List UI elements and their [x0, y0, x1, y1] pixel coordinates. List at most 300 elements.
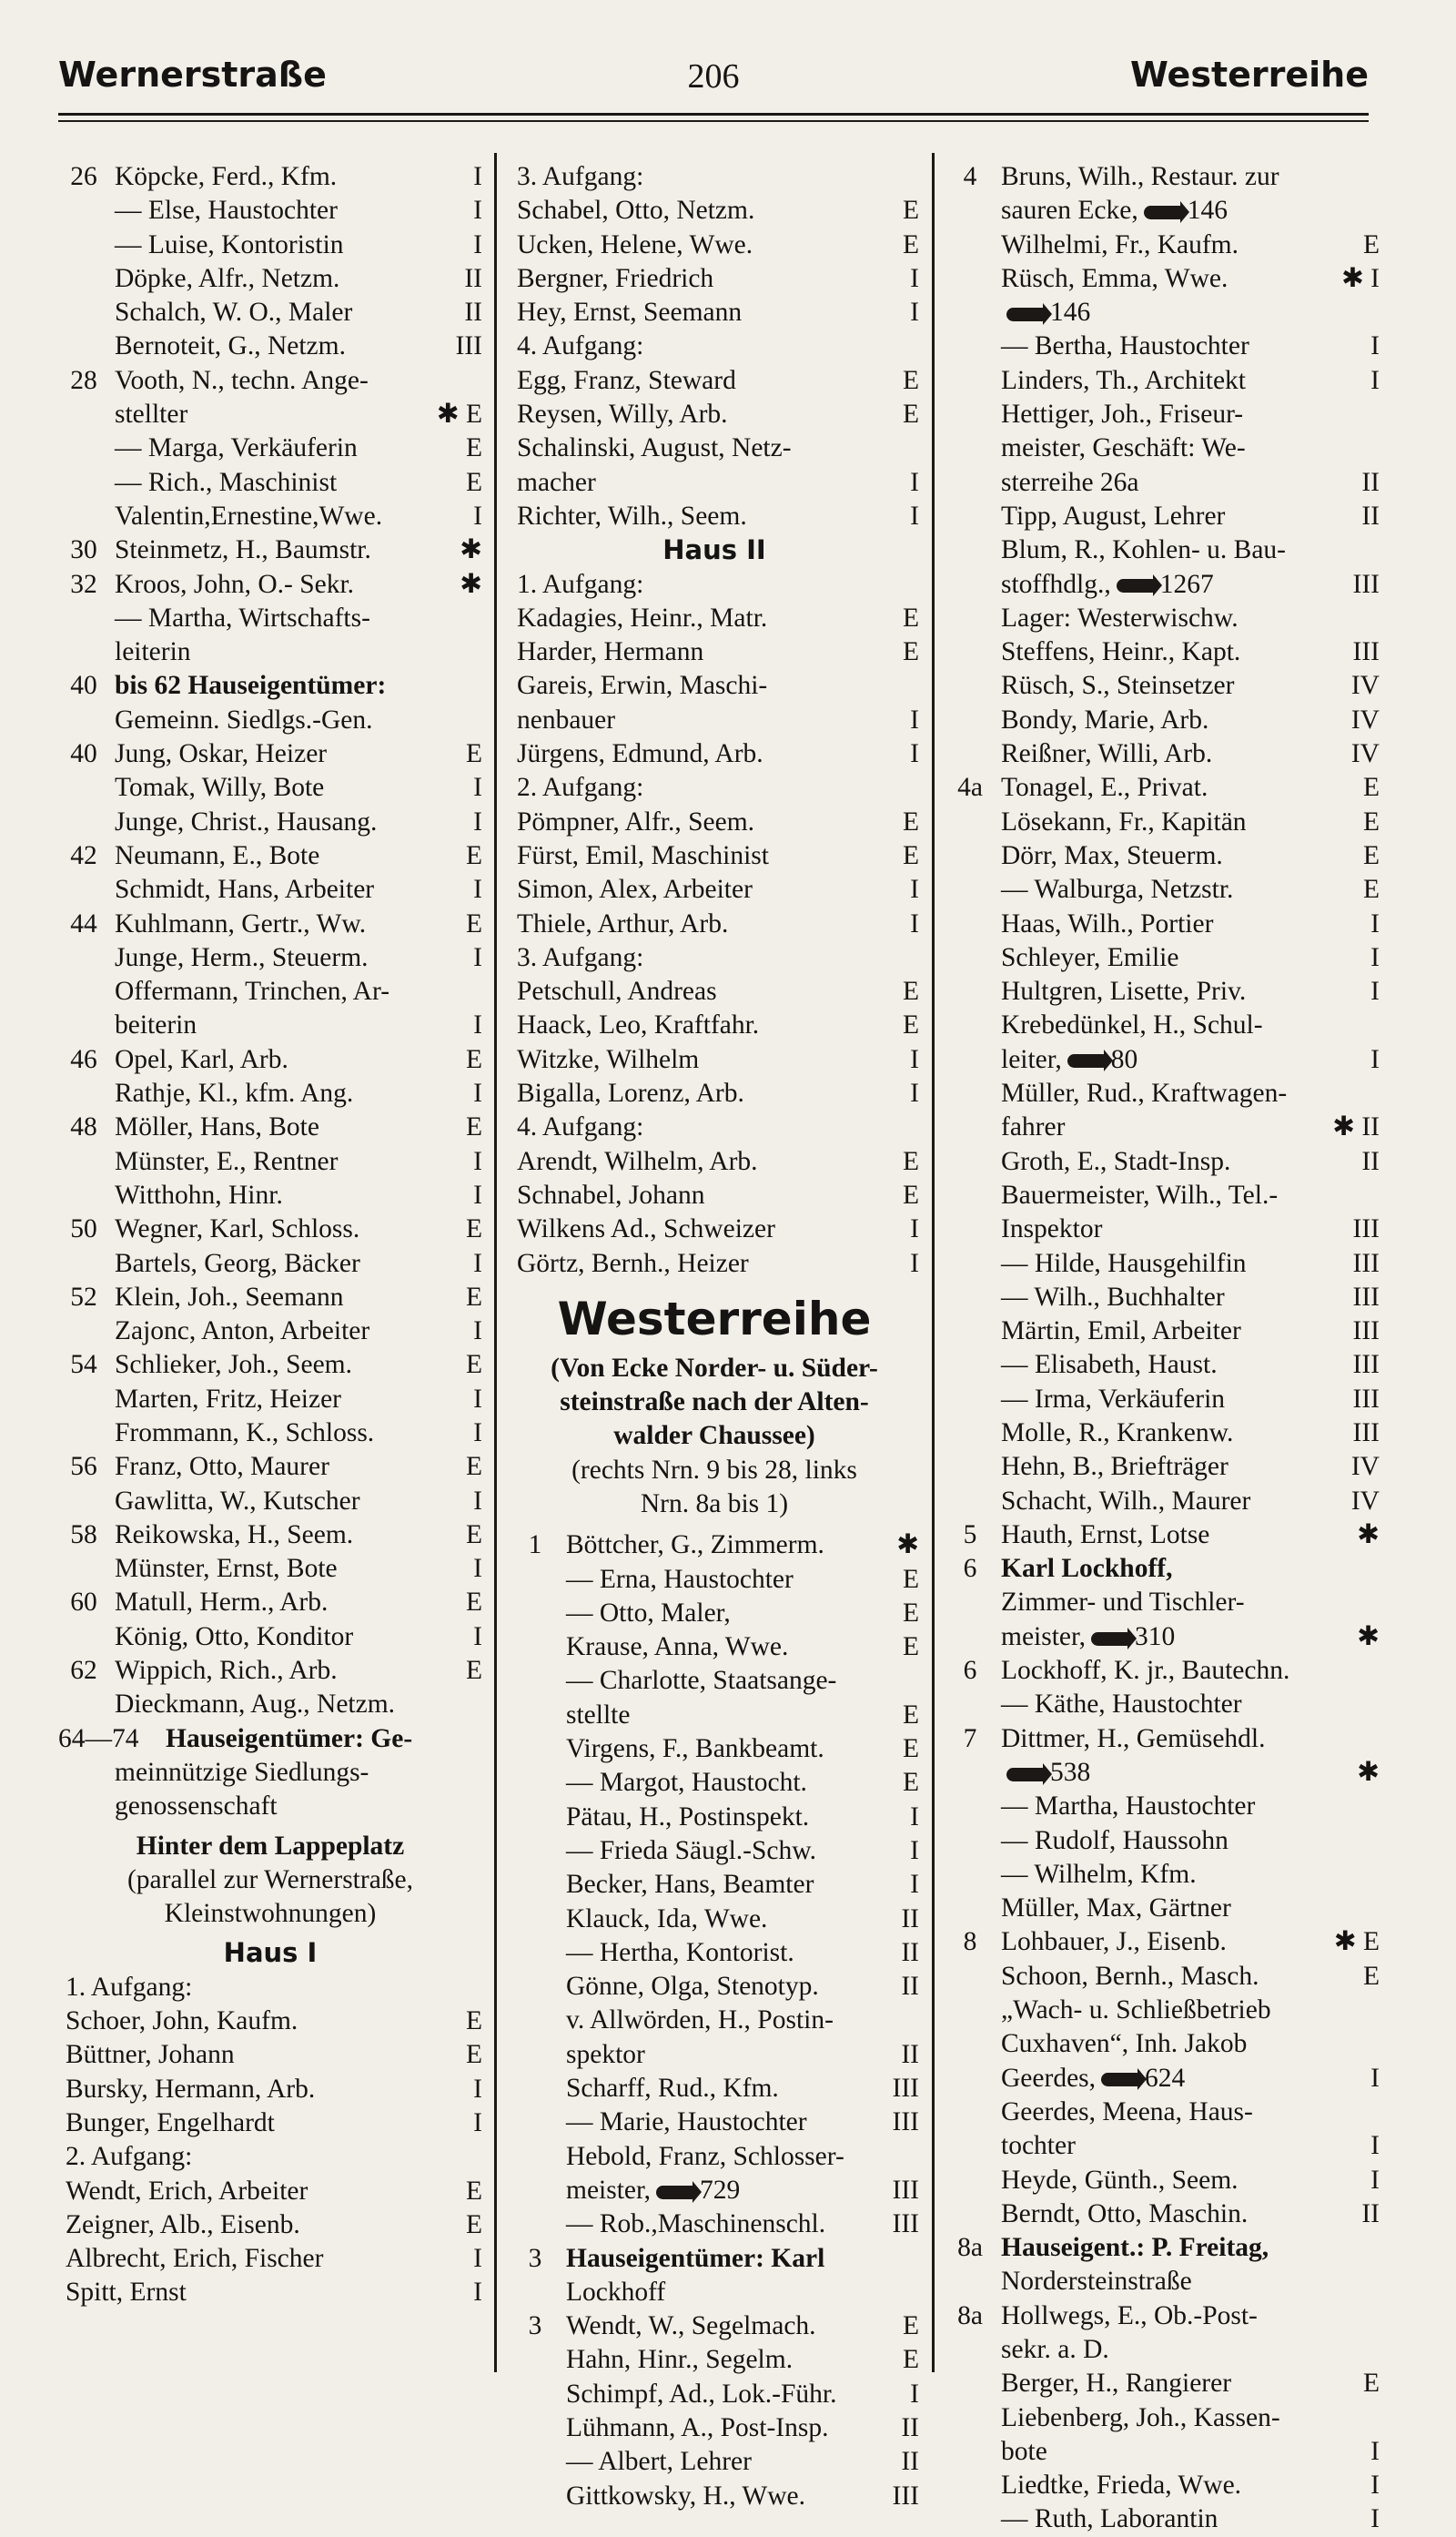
entry-name: Kroos, John, O.- Sekr. [115, 569, 355, 599]
entry-text [1001, 2299, 1380, 2333]
aufgang-heading: 3. Aufgang: [517, 162, 644, 191]
entry-name: Wendt, W., Segelmach. [566, 2311, 816, 2341]
directory-entry [945, 2096, 1380, 2129]
floor-marker: III [892, 2481, 919, 2511]
directory-entry [58, 1077, 482, 1111]
house-number: 50 [70, 1214, 97, 1244]
entry-name: Offermann, Trinchen, Ar- [115, 977, 390, 1007]
directory-entry [58, 602, 482, 635]
entry-text [115, 1009, 482, 1042]
header-left-street: Wernerstraße [58, 55, 327, 95]
header-right-street: Westerreihe [1130, 55, 1369, 95]
entry-name: Dieckmann, Aug., Netzm. [115, 1690, 396, 1720]
entry-name: Egg, Franz, Steward [517, 365, 736, 395]
entry-name: — Frieda Säugl.-Schw. [566, 1835, 817, 1865]
floor-marker: II [901, 1903, 919, 1933]
haus-1-heading: Haus I [223, 1937, 318, 1969]
entry-text [1001, 704, 1380, 737]
column-2 [510, 160, 919, 2511]
directory-entry [945, 2367, 1380, 2400]
entry-text [1001, 2469, 1380, 2502]
floor-marker: I [910, 467, 919, 497]
house-number: 40 [70, 739, 97, 769]
entry-text [1001, 194, 1380, 228]
floor-marker: E [902, 1632, 919, 1662]
entry-name: Junge, Christ., Hausang. [115, 807, 378, 837]
directory-entry [58, 500, 482, 533]
entry-name: Schleyer, Emilie [1001, 942, 1179, 972]
entry-text [115, 194, 482, 228]
directory-entry [58, 431, 482, 465]
entry-text [1001, 2129, 1380, 2163]
entry-name: Bernoteit, G., Netzm. [115, 331, 346, 361]
directory-entry [510, 2106, 919, 2139]
house-number: 58 [70, 1519, 97, 1549]
directory-entry [58, 1722, 482, 1756]
entry-name: — Otto, Maler, [566, 1598, 731, 1628]
directory-entry [510, 975, 919, 1009]
directory-entry [945, 364, 1380, 398]
entry-text [115, 1145, 482, 1179]
house-number: 52 [70, 1282, 97, 1312]
directory-entry [945, 1043, 1380, 1077]
entry-text [1001, 1416, 1380, 1450]
floor-marker: I [1370, 2436, 1380, 2466]
entry-name: Tipp, August, Lehrer [1001, 501, 1226, 531]
entry-text [517, 806, 919, 839]
directory-entry [510, 194, 919, 228]
floor-marker: I [910, 739, 919, 769]
entry-text [115, 262, 482, 296]
entry-name: — Erna, Haustochter [566, 1564, 794, 1594]
directory-entry [510, 500, 919, 533]
directory-entry [510, 806, 919, 839]
house-number: 5 [963, 1519, 977, 1549]
entry-text [1001, 1824, 1380, 1858]
entry-text [1001, 533, 1380, 567]
floor-marker: E [465, 1112, 482, 1142]
floor-marker: I [473, 196, 482, 226]
directory-entry [510, 704, 919, 737]
telephone-icon [1091, 1632, 1129, 1646]
house-number: 46 [70, 1044, 97, 1074]
entry-name: Schalinski, August, Netz- [517, 433, 792, 463]
entry-name: Tomak, Willy, Bote [115, 773, 325, 803]
floor-marker: E [465, 1350, 482, 1380]
aufgang-list [510, 364, 919, 533]
floor-marker: II [464, 263, 482, 293]
directory-entry [945, 2164, 1380, 2197]
floor-marker: ✱ II [1332, 1112, 1380, 1142]
header-rule-bottom [58, 120, 1369, 122]
telephone-number: 310 [1135, 1621, 1176, 1651]
entry-text [1001, 1009, 1380, 1042]
entry-name: Schimpf, Ad., Lok.-Führ. [566, 2379, 837, 2409]
floor-marker: I [473, 1010, 482, 1040]
entry-text [115, 1213, 482, 1246]
floor-marker: E [1362, 875, 1380, 905]
directory-entry [510, 1630, 919, 1664]
house-number: 8a [957, 2233, 983, 2263]
directory-entry [58, 737, 482, 771]
entry-name: stellter [115, 400, 188, 430]
telephone-icon [656, 2186, 694, 2199]
entry-name: Simon, Alex, Arbeiter [517, 875, 753, 905]
floor-marker: I [910, 2379, 919, 2409]
directory-entry [58, 194, 482, 228]
directory-entry [945, 1383, 1380, 1416]
entry-text [1001, 2197, 1380, 2231]
entry-name: leiter, [1001, 1044, 1062, 1074]
floor-marker: I [473, 1621, 482, 1651]
entry-text [1001, 839, 1380, 873]
floor-marker: I [473, 162, 482, 191]
floor-marker: II [1361, 2198, 1380, 2228]
entry-name: Jung, Oskar, Heizer [115, 739, 328, 769]
entry-name: Hauseigent.: P. Freitag, [1001, 2233, 1269, 2263]
floor-marker: I [1370, 2504, 1380, 2534]
directory-entry [510, 1145, 919, 1179]
entry-text [115, 1518, 482, 1552]
directory-entry [945, 1145, 1380, 1179]
directory-entry [510, 2242, 919, 2276]
entry-text [115, 228, 482, 262]
entry-text [566, 1970, 919, 2004]
house-number: 40 [70, 671, 97, 701]
aufgang-list [510, 1145, 919, 1281]
directory-entry [58, 2175, 482, 2208]
entry-text [115, 1586, 482, 1619]
entry-name: Hultgren, Lisette, Priv. [1001, 977, 1247, 1007]
directory-entry [510, 1179, 919, 1213]
directory-entry [945, 2129, 1380, 2163]
entry-text [1001, 160, 1380, 194]
directory-entry [945, 1179, 1380, 1213]
entry-name: sterreihe 26a [1001, 467, 1139, 497]
floor-marker: III [892, 2107, 919, 2137]
entry-text [1001, 296, 1380, 330]
directory-entry [945, 1858, 1380, 1892]
house-number: 30 [70, 535, 97, 565]
entry-text [566, 1801, 919, 1834]
entry-name: Lühmann, A., Post-Insp. [566, 2413, 829, 2442]
telephone-number: 729 [700, 2175, 741, 2205]
directory-entry [945, 1925, 1380, 1959]
entry-name: — Martha, Wirtschafts- [115, 603, 370, 633]
floor-marker: I [473, 1180, 482, 1210]
directory-entry [58, 806, 482, 839]
floor-marker: E [902, 840, 919, 870]
floor-marker: E [902, 637, 919, 667]
entry-name: Franz, Otto, Maurer [115, 1452, 329, 1482]
house-number: 42 [70, 840, 97, 870]
entry-text [115, 364, 482, 398]
entry-text [1001, 669, 1380, 703]
floor-marker: E [1362, 807, 1380, 837]
entry-text [1001, 2027, 1380, 2061]
directory-entry [510, 2140, 919, 2174]
directory-entry [945, 1009, 1380, 1042]
floor-marker: E [465, 2176, 482, 2206]
col3-entries [945, 160, 1380, 2537]
directory-entry [58, 2004, 482, 2038]
entry-name: Böttcher, G., Zimmerm. [566, 1530, 824, 1560]
entry-name: — Walburga, Netzstr. [1001, 875, 1234, 905]
entry-text [1001, 1111, 1380, 1144]
directory-entry [58, 364, 482, 398]
directory-entry [945, 296, 1380, 330]
directory-entry [945, 1688, 1380, 1721]
entry-text [1001, 262, 1380, 296]
entry-text [517, 262, 919, 296]
floor-marker: E [465, 1452, 482, 1482]
entry-name: Kadagies, Heinr., Matr. [517, 603, 768, 633]
entry-name: Reißner, Willi, Arb. [1001, 739, 1213, 769]
entry-text [115, 975, 482, 1009]
directory-entry [945, 1756, 1380, 1790]
entry-name: Haack, Leo, Kraftfahr. [517, 1010, 760, 1040]
entry-name: Witthohn, Hinr. [115, 1180, 283, 1210]
entry-text [115, 1383, 482, 1416]
entry-text [1001, 1722, 1380, 1756]
directory-entry [58, 669, 482, 703]
floor-marker: I [910, 705, 919, 735]
page-number: 206 [687, 57, 740, 96]
entry-text [566, 1936, 919, 1970]
entry-text [566, 1732, 919, 1766]
entry-name: sauren Ecke, [1001, 196, 1138, 226]
entry-name: Kuhlmann, Gertr., Ww. [115, 908, 367, 939]
entry-text [566, 2207, 919, 2241]
entry-name: v. Allwörden, H., Postin- [566, 2005, 834, 2035]
entry-name: bis 62 Hauseigentümer: [115, 671, 387, 701]
floor-marker: E [1362, 229, 1380, 259]
entry-name: Gönne, Olga, Stenotyp. [566, 1972, 819, 2002]
directory-entry [58, 2242, 482, 2276]
directory-entry [945, 1518, 1380, 1552]
directory-entry [945, 1077, 1380, 1111]
entry-text [566, 2072, 919, 2106]
floor-marker: I [910, 1044, 919, 1074]
entry-text [1001, 1586, 1380, 1619]
entry-text [115, 1485, 482, 1518]
floor-marker: I [473, 1248, 482, 1278]
entry-text [115, 1281, 482, 1314]
house-number: 1 [528, 1530, 542, 1560]
directory-entry [510, 262, 919, 296]
directory-entry [58, 1314, 482, 1348]
entry-text [517, 431, 919, 465]
entry-text [115, 431, 482, 465]
floor-marker: E [465, 908, 482, 939]
floor-marker: II [901, 2413, 919, 2442]
directory-entry [510, 2004, 919, 2037]
entry-text [115, 704, 482, 737]
directory-entry [510, 1247, 919, 1281]
entry-text [517, 1179, 919, 1213]
house-number: 4a [957, 773, 983, 803]
entry-text [1001, 1892, 1380, 1925]
directory-entry [58, 1450, 482, 1484]
entry-text [517, 669, 919, 703]
entry-text [115, 635, 482, 669]
entry-name: Liedtke, Frieda, Wwe. [1001, 2471, 1242, 2501]
directory-entry [58, 160, 482, 194]
floor-marker: E [465, 467, 482, 497]
floor-marker: E [902, 1598, 919, 1628]
entry-text [517, 908, 919, 941]
hinter-subtitle-1: (parallel zur Wernerstraße, [126, 1864, 414, 1894]
entry-name: Bigalla, Lorenz, Arb. [517, 1079, 744, 1109]
column-divider-1 [494, 153, 497, 2372]
haus-2-heading: Haus II [662, 534, 766, 566]
entry-text [517, 1077, 919, 1111]
directory-entry [945, 568, 1380, 602]
floor-marker: I [473, 1417, 482, 1447]
floor-marker: I [910, 1248, 919, 1278]
floor-marker: I [473, 942, 482, 972]
entry-text [517, 737, 919, 771]
entry-text [517, 975, 919, 1009]
entry-name: Hauseigentümer: Ge- [166, 1723, 413, 1753]
entry-name: Marten, Fritz, Heizer [115, 1384, 342, 1414]
directory-entry [945, 1247, 1380, 1281]
floor-marker: E [902, 400, 919, 430]
entry-text [1001, 1043, 1380, 1077]
entry-text [517, 1145, 919, 1179]
entry-text [1001, 568, 1380, 602]
floor-marker: I [473, 1554, 482, 1584]
directory-entry [510, 1528, 919, 1562]
floor-marker: E [465, 1282, 482, 1312]
directory-entry [945, 228, 1380, 262]
entry-name: Schabel, Otto, Netzm. [517, 196, 755, 226]
entry-text [566, 2004, 919, 2037]
entry-name: — Wilhelm, Kfm. [1001, 1859, 1197, 1889]
floor-marker: I [473, 501, 482, 531]
hinter-subtitle-2: Kleinstwohnungen) [164, 1899, 377, 1929]
directory-entry [58, 1383, 482, 1416]
floor-marker: IV [1350, 671, 1380, 701]
directory-entry [58, 771, 482, 805]
floor-marker: ✱ [460, 535, 482, 565]
directory-entry [945, 806, 1380, 839]
floor-marker: E [1362, 773, 1380, 803]
telephone-icon [1006, 308, 1045, 321]
entry-text [66, 2038, 482, 2072]
directory-entry [945, 1281, 1380, 1314]
directory-entry [945, 2435, 1380, 2469]
entry-name: Münster, Ernst, Bote [115, 1554, 338, 1584]
entry-name: Dörr, Max, Steuerm. [1001, 840, 1223, 870]
entry-name: Matull, Herm., Arb. [115, 1588, 329, 1618]
floor-marker: E [465, 1214, 482, 1244]
directory-entry [945, 635, 1380, 669]
entry-text [566, 2140, 919, 2174]
entry-text [1001, 2435, 1380, 2469]
entry-text [115, 1179, 482, 1213]
entry-text [115, 466, 482, 500]
floor-marker: E [902, 1700, 919, 1730]
floor-marker: III [1352, 1350, 1380, 1380]
directory-entry [510, 2343, 919, 2377]
directory-entry [945, 1586, 1380, 1619]
entry-text [1001, 1654, 1380, 1688]
floor-marker: II [1361, 501, 1380, 531]
directory-entry [58, 2208, 482, 2242]
house-number: 6 [963, 1554, 977, 1584]
aufgang-list [58, 2004, 482, 2140]
entry-name: macher [517, 467, 596, 497]
floor-marker: IV [1350, 1452, 1380, 1482]
entry-name: leiterin [115, 637, 191, 667]
entry-name: Fürst, Emil, Maschinist [517, 840, 769, 870]
section-intro: steinstraße nach der Alten- [560, 1387, 869, 1417]
telephone-icon [1117, 579, 1155, 593]
entry-text [66, 2073, 482, 2106]
entry-name: Geerdes, Meena, Haus- [1001, 2096, 1253, 2126]
telephone-number: 146 [1050, 298, 1091, 328]
directory-entry [58, 908, 482, 941]
entry-name: Rathje, Kl., kfm. Ang. [115, 1079, 354, 1109]
entry-name: Vooth, N., techn. Ange- [115, 365, 369, 395]
directory-entry [58, 568, 482, 602]
entry-text [1001, 1858, 1380, 1892]
entry-name: Bruns, Wilh., Restaur. zur [1001, 162, 1279, 191]
directory-entry [58, 1009, 482, 1042]
entry-text [1001, 2231, 1380, 2265]
directory-entry [945, 1485, 1380, 1518]
entry-text [115, 806, 482, 839]
entry-text [115, 908, 482, 941]
floor-marker: I [473, 2278, 482, 2308]
entry-text [1001, 602, 1380, 635]
directory-entry [945, 431, 1380, 465]
entry-name: Schacht, Wilh., Maurer [1001, 1486, 1251, 1516]
entry-name: — Luise, Kontoristin [115, 229, 344, 259]
entry-text [1001, 1925, 1380, 1959]
floor-marker: E [465, 2006, 482, 2036]
floor-marker: I [1370, 2471, 1380, 2501]
entry-name: Karl Lockhoff, [1001, 1554, 1173, 1584]
entry-name: — Marie, Haustochter [566, 2107, 807, 2137]
directory-entry [510, 2038, 919, 2072]
entry-text [566, 1528, 919, 1562]
floor-marker: I [1370, 977, 1380, 1007]
house-number: 3 [528, 2243, 542, 2273]
telephone-icon [1067, 1054, 1106, 1068]
entry-name: Lohbauer, J., Eisenb. [1001, 1927, 1227, 1957]
directory-entry [58, 635, 482, 669]
entry-name: Görtz, Bernh., Heizer [517, 1248, 749, 1278]
floor-marker: III [1352, 1316, 1380, 1346]
entry-name: bote [1001, 2436, 1047, 2466]
floor-marker: II [901, 1937, 919, 1967]
floor-marker: E [902, 807, 919, 837]
entry-name: Inspektor [1001, 1214, 1103, 1244]
entry-text [115, 568, 482, 602]
directory-entry [945, 1960, 1380, 1994]
directory-entry [58, 1179, 482, 1213]
directory-entry [510, 2207, 919, 2241]
entry-name: — Irma, Verkäuferin [1001, 1384, 1226, 1414]
floor-marker: E [902, 1768, 919, 1798]
entry-text [1001, 1450, 1380, 1484]
entry-name: Zimmer- und Tischler- [1001, 1588, 1245, 1618]
entry-text [115, 1077, 482, 1111]
entry-text [1001, 941, 1380, 975]
directory-entry [510, 2174, 919, 2207]
